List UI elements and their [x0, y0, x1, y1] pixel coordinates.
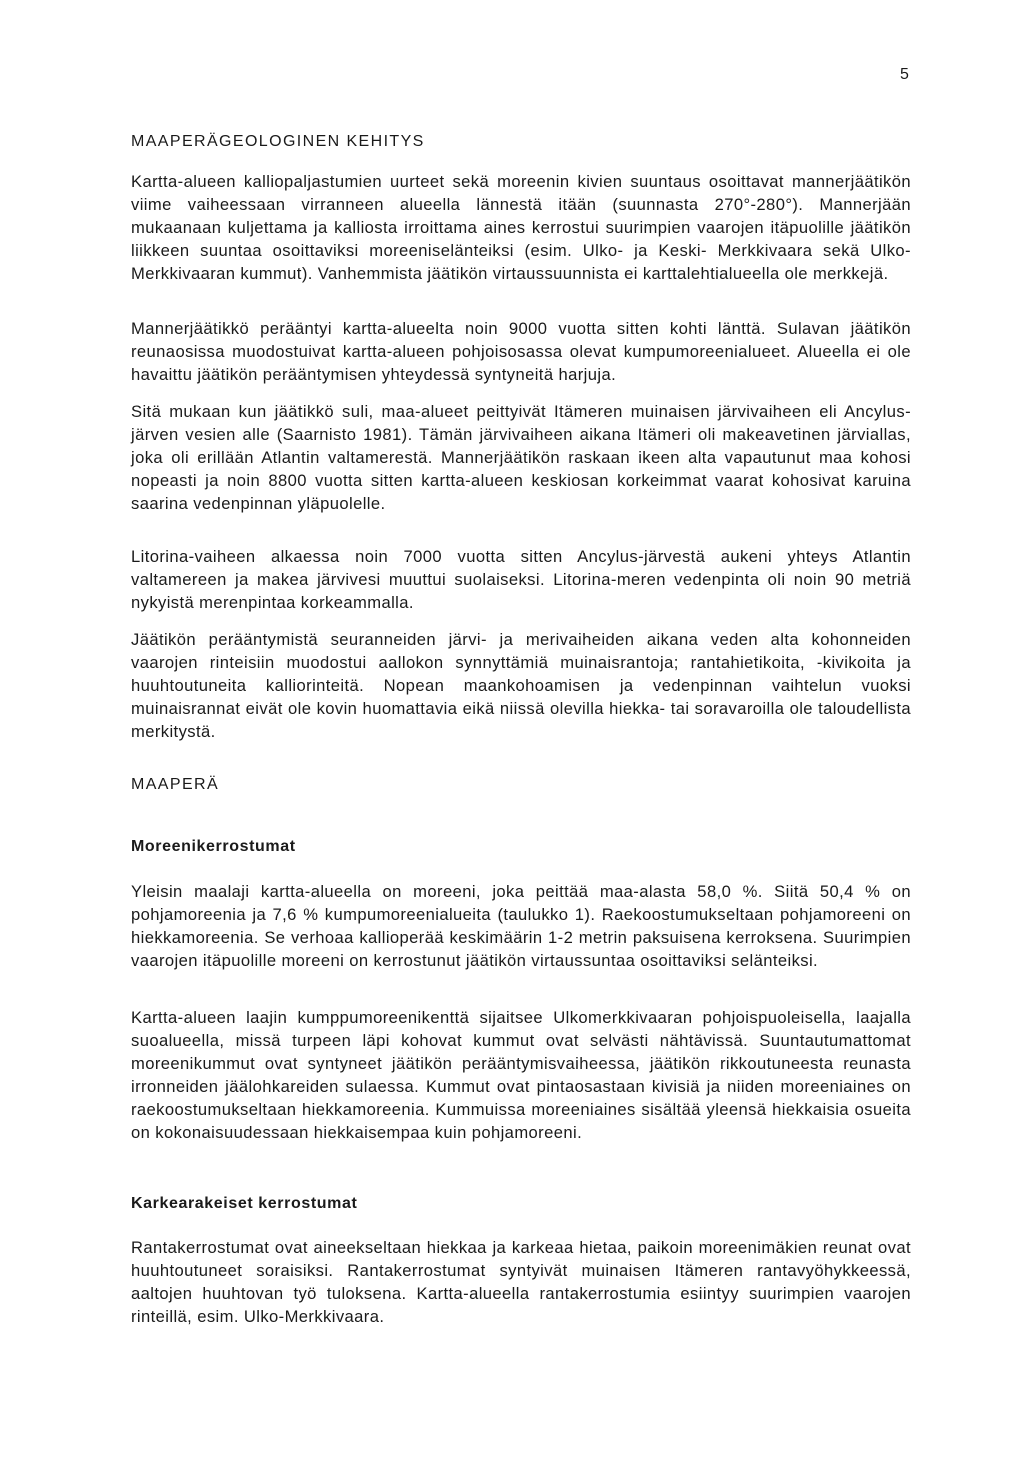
section-heading-maaperageologinen-kehitys: MAAPERÄGEOLOGINEN KEHITYS [131, 133, 425, 150]
section-heading-maapera: MAAPERÄ [131, 776, 220, 793]
paragraph-4: Litorina-vaiheen alkaessa noin 7000 vuotta sitten Ancylus-järvestä aukeni yhteys Atlantin valtamereen ja makea järvivesi muuttui suolaiseksi. Litorina-meren vedenpinta oli noin 90 metriä nykyistä merenpintaa korkeammalla. [131, 547, 911, 612]
paragraph-8: Rantakerrostumat ovat aineekseltaan hiekkaa ja karkeaa hietaa, paikoin moreenimäkien reunat ovat huuhtoutuneet soraisiksi. Rantakerrostumat syntyivät muinaisen Itämeren rantavyöhykkeessä, aaltojen huuhtovan työ tuloksena. Kartta-alueella rantakerrostumia esiintyy suurimpien vaarojen rinteillä, esim. Ulko-Merkkivaara. [131, 1238, 911, 1326]
subheading-moreenikerrostumat: Moreenikerrostumat [131, 838, 296, 855]
paragraph-5: Jäätikön perääntymistä seuranneiden järvi- ja merivaiheiden aikana veden alta kohonneiden vaarojen rinteisiin muodostui aallokon synnyttämiä muinaisrantoja; rantahietikoita, -kivikoita ja huuhtoutuneita kalliorinteitä. Nopean maankohoamisen ja vedenpinnan vaihtelun vuoksi muinaisrannat eivät ole kovin huomattavia eikä niissä olevilla hiekka- tai soravaroilla ole taloudellista merkitystä. [131, 630, 911, 741]
paragraph-6: Yleisin maalaji kartta-alueella on moreeni, joka peittää maa-alasta 58,0 %. Siitä 50,4 % on pohjamoreenia ja 7,6 % kumpumoreenialueita (taulukko 1). Raekoostumukseltaan pohjamoreeni on hiekkamoreenia. Se verhoaa kallioperää keskimäärin 1-2 metrin paksuisena kerroksena. Suurimpien vaarojen itäpuolille moreeni on kerrostunut jäätikön virtaussuntaa osoittaviksi selänteiksi. [131, 882, 911, 970]
paragraph-7: Kartta-alueen laajin kumppumoreenikenttä sijaitsee Ulkomerkkivaaran pohjoispuoleisella, laajalla suoalueella, missä turpeen läpi kohovat kummut ovat selvästi nähtävissä. Suuntautumattomat moreenikummut ovat syntyneet jäätikön perääntymisvaiheessa, jäätikön rikkoutuneesta reunasta irronneiden jäälohkareiden sulaessa. Kummut ovat pintaosastaan kivisiä ja niiden moreeniaines on raekoostumukseltaan hiekkamoreenia. Kummuissa moreeniaines sisältää yleensä hiekkaisia osueita on kokonaisuudessaan hiekkaisempaa kuin pohjamoreeni. [131, 1008, 911, 1142]
page-number: 5 [900, 66, 909, 83]
subheading-karkearakeiset-kerrostumat: Karkearakeiset kerrostumat [131, 1195, 358, 1212]
paragraph-1: Kartta-alueen kalliopaljastumien uurteet sekä moreenin kivien suuntaus osoittavat mannerjäätikön viime vaiheessaan virranneen alueella lännestä itään (suunnasta 270°-280°). Mannerjään mukaanaan kuljettama ja kalliosta irroittama aines kerrostui suurimpien vaarojen itäpuolille jäätikön liikkeen suuntaa osoittaviksi moreeniselänteiksi (esim. Ulko- ja Keski- Merkkivaara sekä Ulko-Merkkivaaran kummut). Vanhemmista jäätikön virtaussuunnista ei karttalehtialueella ole merkkejä. [131, 172, 911, 283]
paragraph-2: Mannerjäätikkö perääntyi kartta-alueelta noin 9000 vuotta sitten kohti länttä. Sulavan jäätikön reunaosissa muodostuivat kartta-alueen pohjoisosassa olevat kumpumoreenialueet. Alueella ei ole havaittu jäätikön perääntymisen yhteydessä syntyneitä harjuja. [131, 319, 911, 384]
paragraph-3: Sitä mukaan kun jäätikkö suli, maa-alueet peittyivät Itämeren muinaisen järvivaiheen eli Ancylus-järven vesien alle (Saarnisto 1981). Tämän järvivaiheen aikana Itämeri oli makeavetinen järviallas, joka oli erillään Atlantin valtamerestä. Mannerjäätikön raskaan ikeen alta vapautunut maa kohosi nopeasti ja noin 8800 vuotta sitten kartta-alueen keskiosan korkeimmat vaarat kohosivat karuina saarina vedenpinnan yläpuolelle. [131, 402, 911, 513]
